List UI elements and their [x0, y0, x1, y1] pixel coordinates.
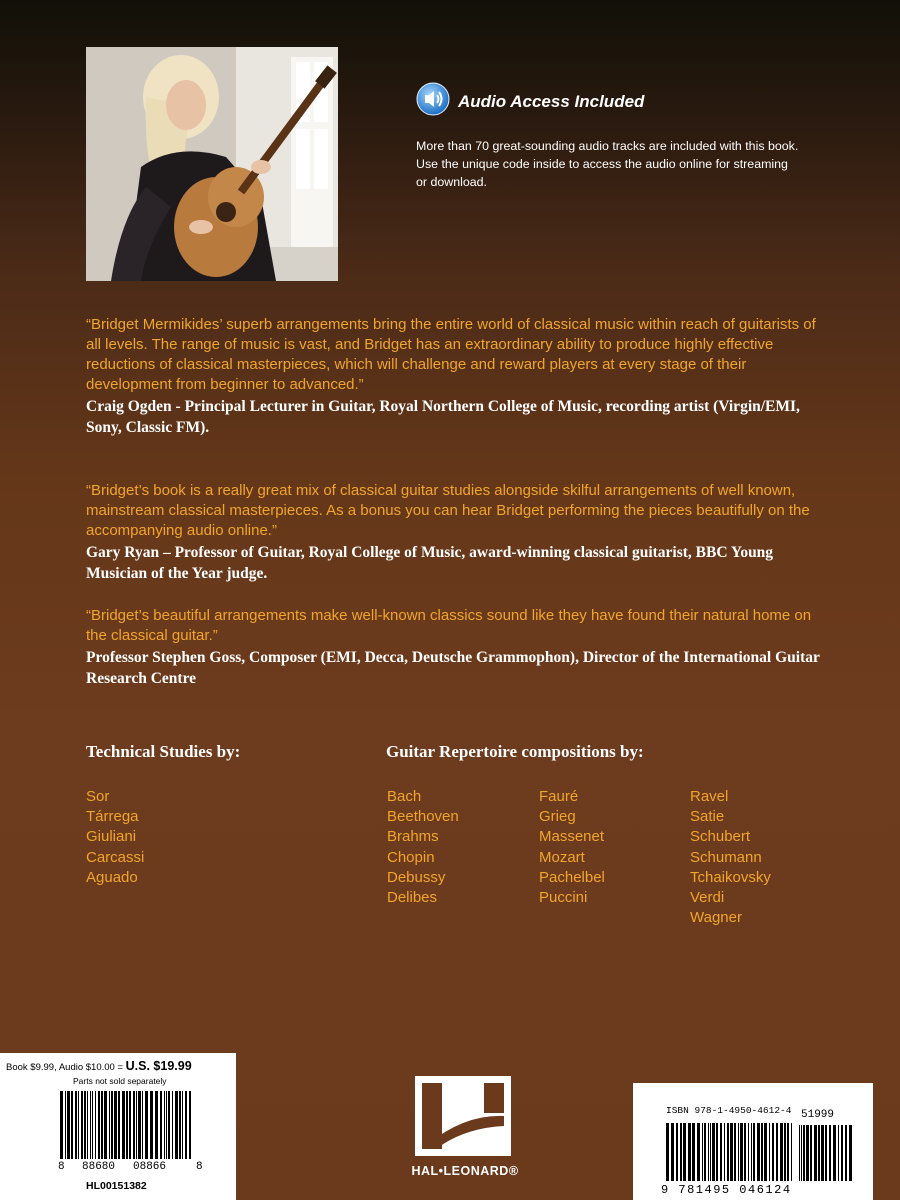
price-breakdown: Book $9.99, Audio $10.00 = — [6, 1062, 126, 1073]
barcode-bar — [710, 1123, 711, 1181]
barcode-bar — [155, 1091, 158, 1159]
barcode-bar — [671, 1123, 674, 1181]
barcode-bar — [179, 1091, 181, 1159]
repertoire-list-col1 — [387, 787, 459, 908]
barcode-bar — [712, 1123, 715, 1181]
barcode-bar — [150, 1091, 153, 1159]
barcode-bar — [175, 1091, 178, 1159]
barcode-bar — [829, 1125, 831, 1181]
barcode-bar — [111, 1091, 113, 1159]
price-line — [6, 1059, 192, 1073]
repertoire-list-col3 — [690, 787, 771, 928]
audio-description: More than 70 great-sounding audio tracks are included with this book. Use the unique code inside to access the audio online for streaming or download. — [416, 139, 799, 189]
list-item: Massenet — [539, 828, 605, 846]
barcode-bar — [799, 1125, 800, 1181]
barcode-bar — [90, 1091, 91, 1159]
list-item: Grieg — [539, 808, 576, 826]
barcode-bar — [761, 1123, 763, 1181]
technical-studies-list — [86, 787, 144, 888]
barcode-bar — [724, 1123, 725, 1181]
isbn-barcode-label — [633, 1083, 873, 1200]
barcode-bar — [168, 1091, 170, 1159]
list-item: Mozart — [539, 848, 585, 866]
list-item: Carcassi — [86, 848, 145, 866]
barcode-bar — [738, 1123, 739, 1181]
list-item: Wagner — [690, 909, 742, 927]
barcode-bar — [821, 1125, 824, 1181]
quote-attribution: Professor Stephen Goss, Composer (EMI, Decca, Deutsche Grammophon), Director of the International Guitar Research Centre — [86, 649, 820, 687]
list-item: Ravel — [690, 788, 729, 805]
barcode-bar — [160, 1091, 162, 1159]
list-item: Brahms — [387, 828, 439, 846]
barcode-bar — [780, 1123, 783, 1181]
list-item: Puccini — [539, 889, 588, 907]
ean-digits: 9 781495 046124 — [661, 1183, 792, 1197]
barcode-bar — [182, 1091, 183, 1159]
quote-attribution: Craig Ogden - Principal Lecturer in Guitar, Royal Northern College of Music, recording artist (Virgin/EMI, Sony, Classic FM). — [86, 398, 800, 436]
barcode-bar — [803, 1125, 805, 1181]
list-item: Bach — [387, 788, 422, 805]
barcode-bar — [101, 1091, 103, 1159]
barcode-bar — [838, 1125, 839, 1181]
list-item: Tárrega — [86, 808, 139, 826]
price-code: 51999 — [801, 1109, 835, 1121]
list-item: Verdi — [690, 889, 725, 907]
barcode-bar — [841, 1125, 843, 1181]
upc-digits-group2: 08866 — [133, 1161, 167, 1173]
barcode-bar — [716, 1123, 718, 1181]
barcode-bar — [84, 1091, 86, 1159]
barcode-bar — [98, 1091, 100, 1159]
list-item: Tchaikovsky — [690, 868, 771, 886]
barcode-bar — [142, 1091, 143, 1159]
barcode-bar — [75, 1091, 77, 1159]
list-item: Sor — [86, 788, 110, 805]
barcode-bar — [133, 1091, 135, 1159]
barcode-bar — [818, 1125, 820, 1181]
testimonial-3 — [86, 606, 826, 689]
barcode-bar — [666, 1123, 669, 1181]
audio-access-title: Audio Access Included — [458, 91, 645, 111]
barcode-bar — [825, 1125, 827, 1181]
upc-digit-right: 8 — [196, 1161, 203, 1173]
barcode-bar — [849, 1125, 852, 1181]
barcode-bar — [129, 1091, 131, 1159]
list-item: Satie — [690, 808, 725, 826]
list-item: Delibes — [387, 889, 438, 907]
barcode-bar — [81, 1091, 83, 1159]
list-item: Schumann — [690, 848, 762, 866]
quote-attribution: Gary Ryan – Professor of Guitar, Royal College of Music, award-winning classical guitarist, BBC Young Musician of the Year judge. — [86, 544, 774, 582]
barcode-bar — [688, 1123, 691, 1181]
barcode-bar — [751, 1123, 752, 1181]
barcode-bar — [145, 1091, 148, 1159]
barcode-bar — [95, 1091, 96, 1159]
barcode-bar — [801, 1125, 802, 1181]
price-code-barcode — [799, 1125, 855, 1181]
barcode-bar — [104, 1091, 107, 1159]
audio-access-section — [416, 82, 836, 191]
isbn-number: ISBN 978-1-4950-4612-4 — [666, 1105, 792, 1116]
technical-studies-heading: Technical Studies by: — [86, 742, 241, 761]
barcode-bar — [730, 1123, 733, 1181]
list-item: Schubert — [690, 828, 751, 846]
barcode-bar — [126, 1091, 128, 1159]
quote-text: “Bridget’s beautiful arrangements make well-known classics sound like they have found their natural home on the classical guitar.” — [86, 607, 812, 644]
barcode-bar — [753, 1123, 755, 1181]
barcode-bar — [757, 1123, 760, 1181]
barcode-bar — [772, 1123, 774, 1181]
barcode-bar — [784, 1123, 786, 1181]
testimonial-2 — [86, 481, 826, 584]
upc-barcode — [60, 1091, 192, 1159]
hal-leonard-logo-icon — [392, 1074, 538, 1162]
barcode-bar — [776, 1123, 778, 1181]
publisher-name: HAL•LEONARD® — [411, 1164, 519, 1178]
barcode-bar — [764, 1123, 767, 1181]
barcode-bar — [697, 1123, 700, 1181]
barcode-bar — [740, 1123, 743, 1181]
repertoire-heading: Guitar Repertoire compositions by: — [386, 742, 644, 761]
barcode-bar — [810, 1125, 812, 1181]
barcode-bar — [65, 1091, 66, 1159]
publisher-logo — [392, 1074, 542, 1194]
barcode-bar — [87, 1091, 88, 1159]
barcode-bar — [814, 1125, 817, 1181]
barcode-bar — [118, 1091, 120, 1159]
barcode-bar — [189, 1091, 191, 1159]
barcode-bar — [702, 1123, 703, 1181]
barcode-bar — [845, 1125, 847, 1181]
barcode-bar — [692, 1123, 695, 1181]
list-item: Fauré — [539, 788, 579, 805]
barcode-bar — [166, 1091, 167, 1159]
barcode-bar — [109, 1091, 110, 1159]
list-item: Giuliani — [86, 828, 137, 846]
barcode-bar — [791, 1123, 792, 1181]
speaker-icon — [416, 82, 450, 121]
testimonial-1 — [86, 315, 826, 438]
barcode-bar — [704, 1123, 706, 1181]
parts-note: Parts not sold separately — [73, 1076, 167, 1086]
quote-text: “Bridget’s book is a really great mix of classical guitar studies alongside skilful arrangements of well known, mainstream classical masterpieces. As a bonus you can hear Bridget performing the pieces beautifully on the accompanying audio online.” — [86, 482, 810, 539]
barcode-bar — [680, 1123, 682, 1181]
list-item: Beethoven — [387, 808, 459, 826]
barcode-bar — [720, 1123, 722, 1181]
barcode-bar — [744, 1123, 746, 1181]
upc-digit-left: 8 — [58, 1161, 65, 1173]
barcode-bar — [676, 1123, 678, 1181]
barcode-bar — [164, 1091, 165, 1159]
barcode-bar — [769, 1123, 770, 1181]
list-item: Chopin — [387, 848, 435, 866]
barcode-bar — [748, 1123, 749, 1181]
list-item: Debussy — [387, 868, 446, 886]
barcode-bar — [683, 1123, 686, 1181]
guitarist-photo — [86, 47, 338, 281]
barcode-bar — [806, 1125, 809, 1181]
us-price: U.S. $19.99 — [125, 1059, 192, 1073]
barcode-bar — [185, 1091, 187, 1159]
upc-digits-group1: 88680 — [82, 1161, 116, 1173]
quote-text: “Bridget Mermikides’ superb arrangements bring the entire world of classical music within reach of guitarists of all levels. The range of music is vast, and Bridget has an extraordinary ability to produce highly effective reductions of classical masterpieces, which will challenge and reward players at every stage of their development from beginner to advanced.” — [86, 316, 816, 393]
barcode-bar — [787, 1123, 789, 1181]
barcode-bar — [60, 1091, 63, 1159]
barcode-bar — [727, 1123, 729, 1181]
barcode-bar — [708, 1123, 709, 1181]
barcode-bar — [122, 1091, 125, 1159]
repertoire-list-col2 — [539, 787, 605, 908]
product-code: HL00151382 — [86, 1180, 147, 1192]
barcode-bar — [67, 1091, 70, 1159]
barcode-bar — [138, 1091, 141, 1159]
list-item: Aguado — [86, 868, 138, 886]
isbn-barcode — [666, 1123, 794, 1181]
price-barcode-label — [0, 1053, 236, 1200]
list-item: Pachelbel — [539, 868, 605, 886]
barcode-bar — [114, 1091, 117, 1159]
barcode-bar — [78, 1091, 79, 1159]
barcode-bar — [172, 1091, 173, 1159]
barcode-bar — [71, 1091, 73, 1159]
barcode-bar — [92, 1091, 93, 1159]
barcode-bar — [833, 1125, 836, 1181]
barcode-bar — [734, 1123, 736, 1181]
barcode-bar — [136, 1091, 137, 1159]
